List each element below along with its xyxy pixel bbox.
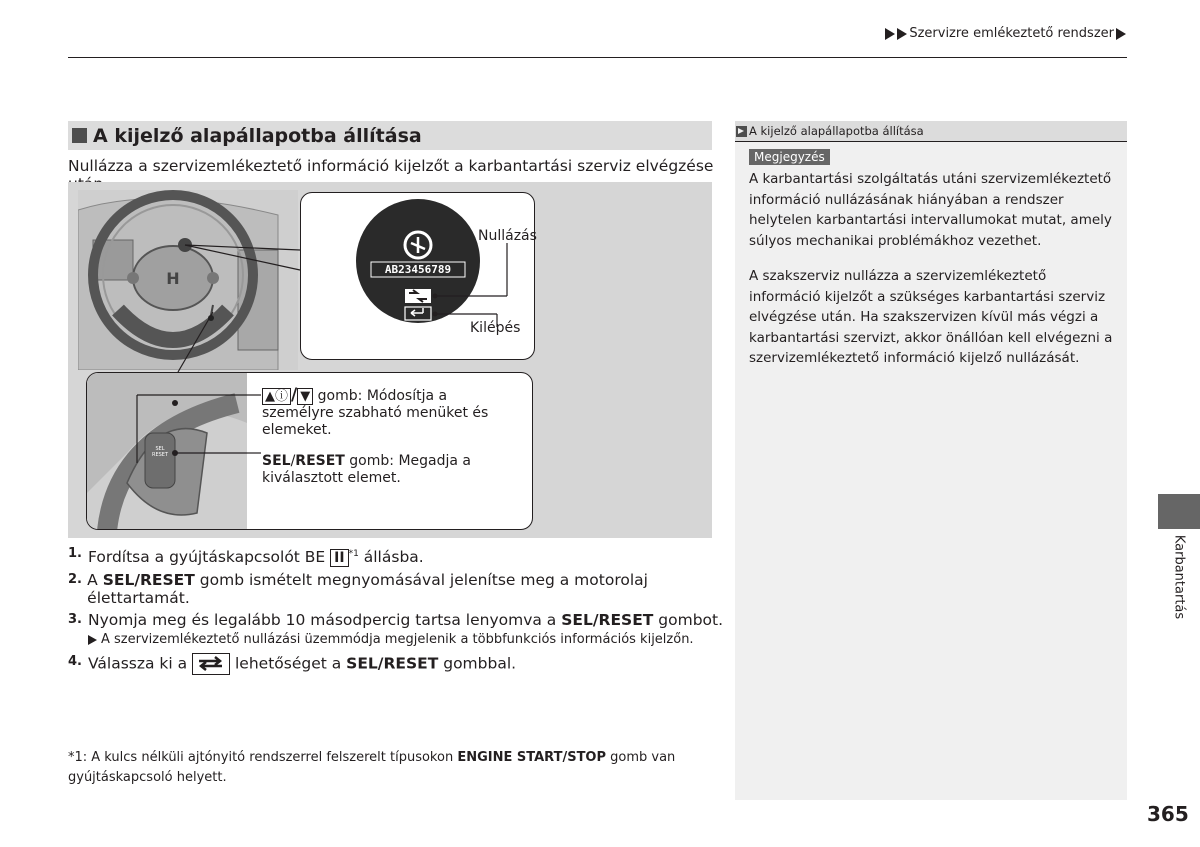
label-reset: Nullázás	[478, 228, 537, 244]
section-heading	[68, 121, 712, 150]
sidebar-paragraph-1: A karbantartási szolgáltatás utáni szervizemlékeztető információ nullázásának hiányában a rendszer helytelen karbantartási intervallumokat mutat, amely súlyos mechanikai problémákhoz vezethet.	[749, 171, 1112, 249]
sel-label: SEL	[262, 453, 291, 469]
sidebar-header	[735, 121, 1127, 141]
step-2-button-name: SEL/RESET	[102, 571, 195, 590]
updown-separator: /	[291, 385, 298, 405]
sidebar-paragraph-2: A szakszerviz nullázza a szervizemlékeztető információ kijelzőt a szükséges karbantartási szerviz elvégzése után. Ha szakszervizen kívül más végzi a karbantartási szervizt, akkor önállóan kell elvégezni a szervizemlékeztető információ kijelző nullázását.	[749, 268, 1113, 366]
svg-text:H: H	[166, 269, 180, 288]
footnote-ref: *1	[348, 549, 359, 559]
footnote-button-name: ENGINE START/STOP	[457, 750, 607, 765]
down-button-glyph: ▼	[297, 388, 313, 405]
display-code: AB23456789	[384, 263, 452, 276]
footnote-text-before: *1: A kulcs nélküli ajtónyitó rendszerrel felszerelt típusokon	[68, 750, 458, 765]
step-4-button-name: SEL/RESET	[346, 654, 439, 673]
reset-label: RESET	[295, 453, 345, 469]
note-badge: Megjegyzés	[749, 149, 830, 165]
sidebar-ref-icon	[736, 126, 747, 137]
breadcrumb	[885, 26, 1126, 41]
sidebar-divider	[735, 141, 1127, 142]
intro-text: Nullázza a szervizemlékeztető információ kijelzőt a karbantartási szerviz elvégzése	[68, 157, 714, 175]
chapter-tab	[1158, 494, 1200, 529]
footnote	[68, 748, 708, 788]
step-1	[68, 545, 728, 567]
sel-separator: /	[290, 453, 296, 469]
reset-arrows-icon	[192, 653, 230, 675]
heading-square-icon	[72, 128, 87, 143]
sidebar-note-panel	[735, 121, 1127, 800]
breadcrumb-arrow-icon	[897, 28, 907, 40]
sel-reset-annotation	[262, 453, 522, 487]
top-divider	[68, 57, 1127, 58]
step-1-text-before: Fordítsa a gyújtáskapcsolót BE	[88, 548, 331, 567]
page-number: 365	[1147, 802, 1189, 826]
breadcrumb-text: Szervizre emlékeztető rendszer	[909, 26, 1114, 41]
controls-callout	[86, 372, 533, 530]
step-3-result-text: A szervizemlékeztető nullázási üzemmódja megjelenik a többfunkciós információs kijelzőn.	[101, 632, 694, 648]
step-2	[68, 571, 728, 607]
step-3-result	[88, 632, 728, 647]
ignition-position-box: II	[330, 549, 348, 567]
label-exit: Kilépés	[470, 320, 521, 336]
step-number: 3.	[68, 612, 82, 628]
up-info-button-glyph: ▲ⓘ	[262, 388, 291, 405]
step-3-button-name: SEL/RESET	[561, 611, 654, 630]
updown-annotation	[262, 387, 522, 439]
procedure-steps	[68, 545, 728, 679]
figure-illustration	[68, 182, 712, 538]
switch-sel-text: SEL	[155, 446, 165, 452]
step-4-text-before: Válassza ki a	[88, 654, 193, 673]
step-4-text-middle: lehetőséget a	[230, 654, 347, 673]
steering-switch-illustration	[87, 373, 247, 530]
breadcrumb-arrow-icon	[1116, 28, 1126, 40]
step-4	[68, 653, 728, 675]
switch-reset-text: RESET	[151, 452, 169, 458]
step-3-text-after: gombot.	[653, 611, 724, 630]
step-number: 1.	[68, 546, 82, 561]
step-number: 4.	[68, 654, 82, 670]
step-3	[68, 611, 728, 629]
footnote-text-after: gomb van gyújtáskapcsoló helyett.	[68, 750, 676, 785]
breadcrumb-arrow-icon	[885, 28, 895, 40]
step-3-text-before: Nyomja meg és legalább 10 másodpercig tartsa lenyomva a	[88, 611, 562, 630]
step-number: 2.	[68, 572, 82, 588]
updown-description: gomb: Módosítja a személyre szabható menüket és elemeket.	[262, 388, 489, 438]
result-arrow-icon	[88, 635, 97, 645]
step-2-text-after: gomb ismételt megnyomásával jelenítse meg a motorolaj élettartamát.	[87, 571, 648, 608]
step-2-text-before: A	[87, 571, 103, 590]
sidebar-header-text: A kijelző alapállapotba állítása	[749, 124, 924, 138]
chapter-label: Karbantartás	[1171, 534, 1187, 620]
step-4-text-after: gombbal.	[438, 654, 517, 673]
sel-reset-description: gomb: Megadja a kiválasztott elemet.	[262, 453, 471, 486]
step-1-text-after: állásba.	[358, 548, 424, 567]
section-title: A kijelző alapállapotba állítása	[93, 124, 422, 147]
